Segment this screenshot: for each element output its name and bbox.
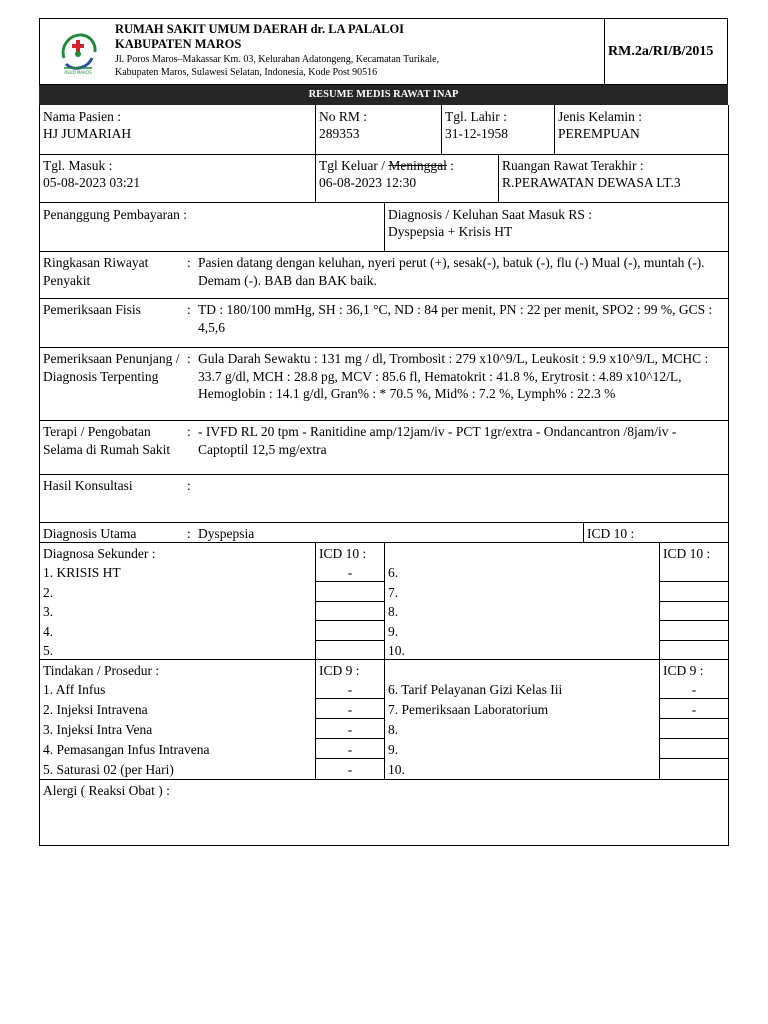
secondary-icd10-label-right: ICD 10 : — [663, 546, 711, 561]
hospital-regency: KABUPATEN MAROS — [115, 37, 242, 51]
list-item: 6. — [388, 565, 399, 580]
last-room-label: Ruangan Rawat Terakhir : — [502, 158, 644, 173]
list-item: 9. — [388, 742, 399, 757]
main-diagnosis-label: Diagnosis Utama — [43, 526, 137, 541]
hospital-address-2: Kabupaten Maros, Sulawesi Selatan, Indonesia, Kode Post 90516 — [115, 67, 378, 78]
payer-label: Penanggung Pembayaran : — [43, 207, 187, 222]
hospital-address-1: Jl. Poros Maros–Makassar Km. 03, Kelurahan Adatongeng, Kecamatan Turikale, — [115, 54, 440, 65]
physical-exam-label: Pemeriksaan Fisis — [43, 302, 141, 317]
list-item: 4. Pemasangan Infus Intravena — [43, 742, 210, 757]
physical-exam-text: TD : 180/100 mmHg, SH : 36,1 °C, ND : 84 per menit, PN : 22 per menit, SPO2 : 99 %, GCS : 4,5,6 — [198, 302, 713, 335]
history-colon: : — [187, 255, 191, 270]
list-item: 3. — [43, 604, 54, 619]
list-item: 2. — [43, 585, 54, 600]
list-item: 10. — [388, 762, 405, 777]
list-item: 10. — [388, 643, 405, 658]
patient-name: HJ JUMARIAH — [43, 126, 132, 141]
dob-label: Tgl. Lahir : — [445, 109, 507, 124]
rm-number: 289353 — [319, 126, 360, 141]
list-item: 7. Pemeriksaan Laboratorium — [388, 702, 549, 717]
document-title: RESUME MEDIS RAWAT INAP — [308, 89, 459, 100]
list-item: 5. Saturasi 02 (per Hari) — [43, 762, 174, 777]
icd-code: - — [347, 702, 353, 717]
list-item: 2. Injeksi Intravena — [43, 702, 148, 717]
list-item: 5. — [43, 643, 54, 658]
list-item: 1. KRISIS HT — [43, 565, 121, 580]
main-diagnosis: Dyspepsia — [198, 526, 255, 541]
therapy-label: Terapi / Pengobatan Selama di Rumah Sakit — [43, 424, 171, 457]
dob-value: 31-12-1958 — [445, 126, 508, 141]
list-item: 1. Aff Infus — [43, 682, 106, 697]
list-item: 4. — [43, 624, 54, 639]
icd-code: - — [691, 682, 697, 697]
hospital-name: RUMAH SAKIT UMUM DAERAH dr. LA PALALOI — [115, 22, 405, 36]
discharge-date: 06-08-2023 12:30 — [319, 175, 417, 190]
discharge-label: Tgl Keluar / Meninggal : — [319, 158, 454, 173]
admit-date: 05-08-2023 03:21 — [43, 175, 141, 190]
deceased-struck-label: Meninggal — [388, 158, 447, 173]
secondary-icd10-label-left: ICD 10 : — [319, 546, 367, 561]
main-diagnosis-colon: : — [187, 526, 191, 541]
list-item: 8. — [388, 604, 399, 619]
therapy-text: - IVFD RL 20 tpm - Ranitidine amp/12jam/iv - PCT 1gr/extra - Ondancantron /8jam/iv - Captoptil 12,5 mg/extra — [198, 424, 677, 457]
consultation-colon: : — [187, 478, 191, 493]
icd-code: - — [347, 565, 353, 580]
allergy-label: Alergi ( Reaksi Obat ) : — [43, 783, 170, 798]
hospital-logo-icon — [56, 28, 100, 76]
sex-value: PEREMPUAN — [558, 126, 640, 141]
form-code: RM.2a/RI/B/2015 — [608, 44, 714, 59]
icd-code: - — [347, 742, 353, 757]
therapy-colon: : — [187, 424, 191, 439]
icd-code: - — [347, 682, 353, 697]
secondary-diagnosis-label: Diagnosa Sekunder : — [43, 546, 156, 561]
patient-name-label: Nama Pasien : — [43, 109, 121, 124]
admit-date-label: Tgl. Masuk : — [43, 158, 113, 173]
procedures-label: Tindakan / Prosedur : — [43, 663, 160, 678]
list-item: 8. — [388, 722, 399, 737]
icd-code: - — [347, 762, 353, 777]
frame-right — [728, 105, 729, 846]
frame-left — [39, 105, 40, 846]
supporting-exam-label: Pemeriksaan Penunjang / Diagnosis Terpenting — [43, 351, 180, 384]
last-room: R.PERAWATAN DEWASA LT.3 — [502, 175, 681, 190]
header-divider — [604, 18, 605, 85]
list-item: 9. — [388, 624, 399, 639]
procedures-icd9-label-right: ICD 9 : — [663, 663, 704, 678]
main-diagnosis-icd10-label: ICD 10 : — [587, 526, 635, 541]
admission-diagnosis: Dyspepsia + Krisis HT — [388, 224, 513, 239]
physical-exam-colon: : — [187, 302, 191, 317]
history-label: Ringkasan Riwayat Penyakit — [43, 255, 149, 288]
procedures-icd9-label-left: ICD 9 : — [319, 663, 360, 678]
supporting-exam-text: Gula Darah Sewaktu : 131 mg / dl, Trombosit : 279 x10^9/L, Leukosit : 9.9 x10^9/L, MCHC : 33.7 g/dl, MCH : 28.8 pg, MCV : 85.6 fl, Hematokrit : 41.8 %, Erytrosit : 4.89 x10^12/L, Hemoglobin : 14.1 g/dl, Gran% : * 70.5 %, Mid% : 7.2 %, Lymph% : 22.3 % — [198, 351, 709, 401]
list-item: 7. — [388, 585, 399, 600]
sex-label: Jenis Kelamin : — [558, 109, 642, 124]
admission-diagnosis-label: Diagnosis / Keluhan Saat Masuk RS : — [388, 207, 592, 222]
list-item: 6. Tarif Pelayanan Gizi Kelas Iii — [388, 682, 563, 697]
history-text: Pasien datang dengan keluhan, nyeri perut (+), sesak(-), batuk (-), flu (-) Mual (-), muntah (-). Demam (-). BAB dan BAK baik. — [198, 255, 705, 288]
list-item: 3. Injeksi Intra Vena — [43, 722, 153, 737]
supporting-exam-colon: : — [187, 351, 191, 366]
rm-label: No RM : — [319, 109, 368, 124]
icd-code: - — [691, 702, 697, 717]
icd-code: - — [347, 722, 353, 737]
consultation-label: Hasil Konsultasi — [43, 478, 133, 493]
svg-text:RSUD MAROS: RSUD MAROS — [64, 70, 92, 75]
